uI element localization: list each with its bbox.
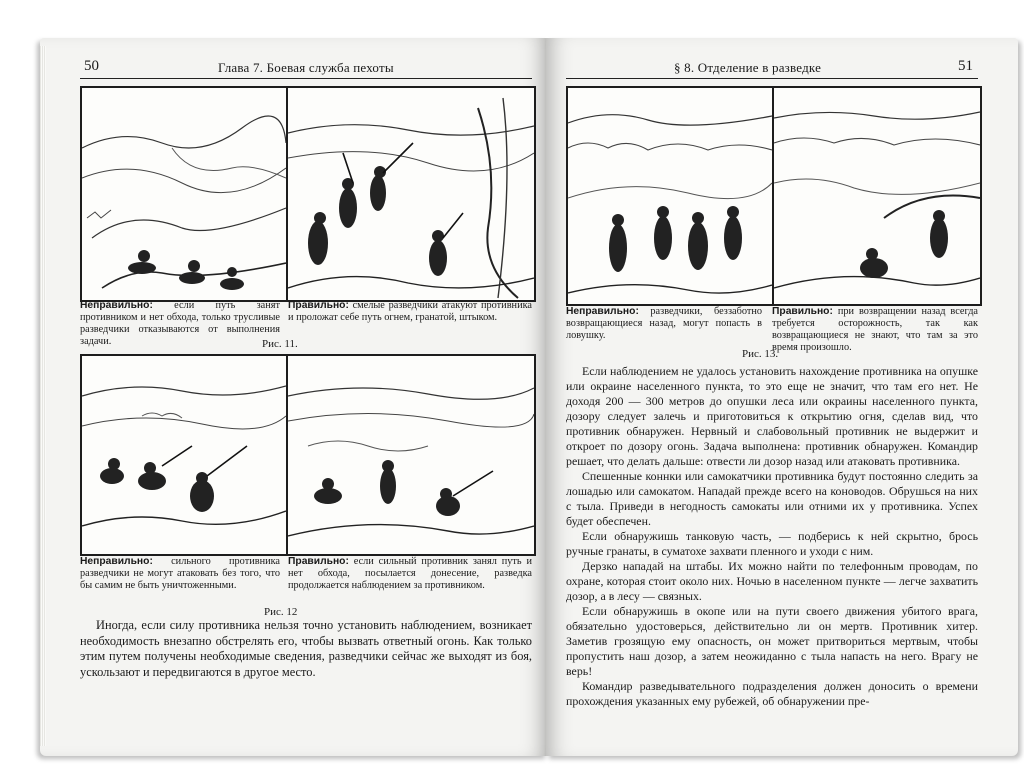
fig13-wrong-drawing — [568, 88, 772, 304]
paragraph: Дерзко нападай на штабы. Их можно найти по телефонным проводам, по охране, которая стоит около них. Ночью в населенном пункте — легче захватить дозор, а в лесу — связных. — [566, 559, 978, 603]
fig11-caption-wrong — [80, 300, 280, 348]
header-rule — [566, 78, 978, 79]
fig13-right-drawing — [774, 88, 980, 304]
caption-label-wrong: Неправильно: — [80, 556, 153, 567]
caption-text: если путь занят противником и нет обхода, только трусливые разведчики отказываются от выполнения задачи. — [80, 300, 280, 347]
paragraph: Иногда, если силу противника нельзя точно установить наблюдением, возникает необходимость внезапно обстрелять его, чтобы вызвать ответный огонь. Как только этим путем получены необходимые сведения, разведчики сейчас же выходят из боя, ускользают и передвигаются в другое место. — [80, 618, 532, 679]
page-number: 50 — [84, 58, 99, 74]
figure-13-illustration — [566, 86, 982, 306]
paragraph: Если обнаружишь танковую часть, — подберись к ней скрытно, брось ручные гранаты, в суматохе захвати пленного и уходи с ним. — [566, 529, 978, 558]
caption-text: смелые разведчики атакуют противника и проложат себе путь огнем, гранатой, штыком. — [288, 300, 532, 323]
caption-label-wrong: Неправильно: — [80, 300, 153, 311]
fig13-caption-wrong — [566, 306, 762, 342]
body-text — [566, 364, 978, 709]
caption-text: разведчики, беззаботно возвращающиеся назад, могут попасть в ловушку. — [566, 306, 763, 341]
paragraph: Спешенные коннки или самокатчики противника будут постоянно следить за лошадью или самокатом. Нападай прежде всего на коноводов. Обрушься на них с тыла. Приведи в негодность самокаты или отними их у противника. Успех будет обеспечен. — [566, 469, 978, 528]
left-page — [40, 38, 548, 756]
caption-text: сильного противника разведчики не могут атаковать без того, что бы самим не быть уничтоженными. — [80, 556, 281, 591]
figure-12-illustration — [80, 354, 536, 556]
running-title: § 8. Отделение в разведке — [674, 60, 822, 75]
paragraph: Если обнаружишь в окопе или на пути своего движения убитого врага, обязательно удостоверься, действительно ли он мертв. Противник хитер. Заметив грозящую ему опасность, он может притвориться мертвым, чтобы пропустить наш дозор, а затем неожиданно с тыла напасть на него. Врагу не верь! — [566, 604, 978, 678]
fig11-wrong-drawing — [82, 88, 286, 300]
figure-label: Рис. 11. — [262, 338, 298, 350]
fig12-caption-right — [288, 556, 532, 592]
caption-text: при возвращении назад всегда требуется осторожность, так как возвращающиеся не знают, что там за это время произошло. — [772, 306, 979, 353]
caption-label-wrong: Неправильно: — [566, 306, 639, 317]
caption-text: если сильный противник занял путь и нет обхода, посылается донесение, разведка продолжается наблюдением за противником. — [288, 556, 532, 591]
fig11-right-drawing — [288, 88, 534, 300]
fig13-caption-right — [772, 306, 978, 354]
header-rule — [80, 78, 532, 79]
caption-label-right: Правильно: — [772, 306, 833, 317]
open-book — [34, 38, 1016, 756]
paragraph: Командир разведывательного подразделения должен доносить о времени прохождения указанных ему рубежей, об обнаружении пре- — [566, 679, 978, 708]
paragraph: Если наблюдением не удалось установить нахождение противника на опушке или окраине населенного пункта, то это еще не значит, что там его нет. Не доходя 200 — 300 метров до опушки леса или окраины населенного пункта, дозору следует залечь и приготовиться к открытию огня, сделав вид, что противник обнаружен. Нервный и слабовольный противник не выдержит и откроет по дозору огонь. Задача выполнена: противник обнаружен. Командир решает, что делать дальше: отвести ли дозор назад или атаковать противника. — [566, 364, 978, 468]
figure-label: Рис. 12 — [264, 606, 298, 618]
body-text — [80, 618, 532, 680]
running-title: Глава 7. Боевая служба пехоты — [218, 60, 394, 75]
figure-11-illustration — [80, 86, 536, 302]
fig12-right-drawing — [288, 356, 534, 554]
fig12-caption-wrong — [80, 556, 280, 592]
page-number: 51 — [958, 58, 973, 74]
fig11-caption-right — [288, 300, 532, 324]
caption-label-right: Правильно: — [288, 556, 349, 567]
caption-label-right: Правильно: — [288, 300, 349, 311]
right-page — [546, 38, 1018, 756]
page-edges — [40, 46, 46, 746]
figure-label: Рис. 13. — [742, 348, 779, 360]
fig12-wrong-drawing — [82, 356, 286, 554]
